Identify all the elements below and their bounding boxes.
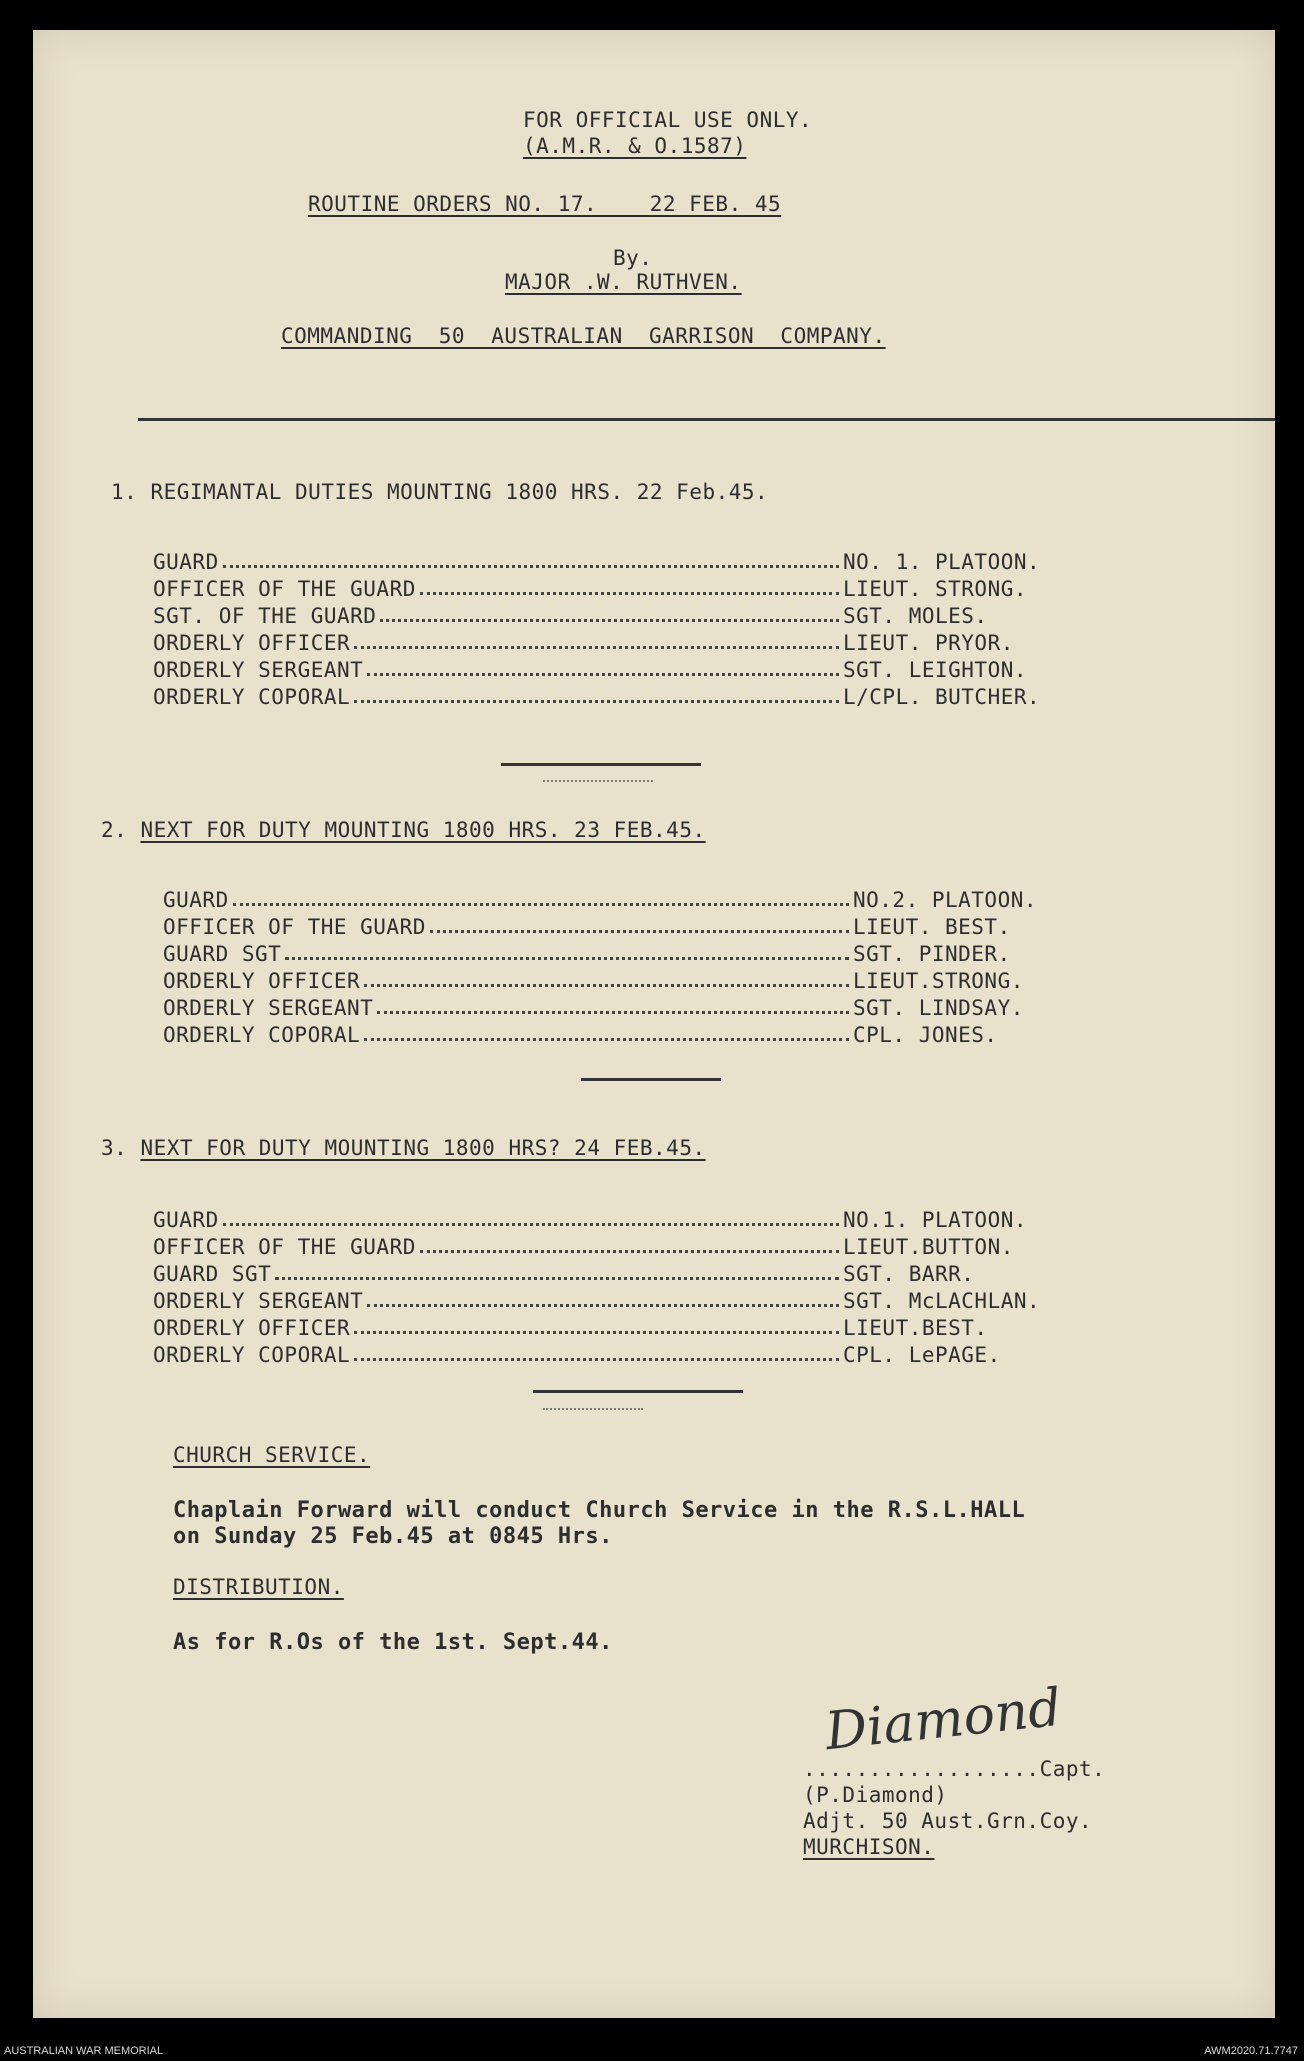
duty-row — [153, 604, 1103, 628]
duty-row — [163, 1023, 1113, 1047]
duty-row — [163, 915, 1113, 939]
dot-leader — [354, 1316, 839, 1334]
duty-role: ORDERLY SERGEANT — [163, 996, 374, 1020]
church-service-heading: CHURCH SERVICE. — [173, 1443, 371, 1467]
duty-role: ORDERLY SERGEANT — [153, 1289, 364, 1313]
unit-name: COMMANDING 50 AUSTRALIAN GARRISON COMPANY. — [281, 324, 886, 348]
dot-leader — [354, 1343, 839, 1361]
section-3-divider — [533, 1390, 743, 1393]
duty-role: ORDERLY SERGEANT — [153, 658, 364, 682]
duty-assignee: SGT. LINDSAY. — [853, 996, 1024, 1020]
duty-assignee: SGT. McLACHLAN. — [843, 1289, 1041, 1313]
church-service-line-2: on Sunday 25 Feb.45 at 0845 Hrs. — [173, 1524, 613, 1549]
duty-assignee: LIEUT. STRONG. — [843, 577, 1028, 601]
duty-row — [153, 577, 1103, 601]
signatory-location: MURCHISON. — [803, 1835, 935, 1859]
archive-id: AWM2020.71.7747 — [1204, 2045, 1298, 2057]
duty-assignee: LIEUT. PRYOR. — [843, 631, 1014, 655]
duty-assignee: NO.2. PLATOON. — [853, 888, 1038, 912]
dot-leader — [354, 631, 839, 649]
routine-orders-title: ROUTINE ORDERS NO. 17. 22 FEB. 45 — [308, 192, 782, 216]
duty-assignee: CPL. JONES. — [853, 1023, 998, 1047]
church-service-line-1: Chaplain Forward will conduct Church Service in the R.S.L.HALL — [173, 1498, 1026, 1523]
duty-row — [163, 888, 1113, 912]
duty-role: OFFICER OF THE GUARD — [153, 577, 416, 601]
dot-leader — [275, 1262, 839, 1280]
duty-row — [153, 1235, 1103, 1259]
dot-leader — [367, 1289, 839, 1307]
archive-label: AUSTRALIAN WAR MEMORIAL — [4, 2045, 164, 2057]
dot-leader — [420, 1235, 839, 1253]
duty-role: ORDERLY COPORAL — [153, 685, 351, 709]
distribution-heading: DISTRIBUTION. — [173, 1575, 344, 1599]
duty-role: ORDERLY OFFICER — [163, 969, 361, 993]
dot-leader — [354, 685, 839, 703]
duty-assignee: SGT. PINDER. — [853, 942, 1011, 966]
duty-role: ORDERLY COPORAL — [163, 1023, 361, 1047]
section-3-heading: 3. NEXT FOR DUTY MOUNTING 1800 HRS? 24 FEB.45. — [101, 1136, 706, 1160]
duty-row — [153, 1208, 1103, 1232]
distribution-text: As for R.Os of the 1st. Sept.44. — [173, 1630, 613, 1655]
duty-row — [153, 1343, 1103, 1367]
duty-role: SGT. OF THE GUARD — [153, 604, 377, 628]
dot-leader — [233, 888, 849, 906]
classification-header: FOR OFFICIAL USE ONLY. — [523, 108, 813, 132]
duty-assignee: SGT. BARR. — [843, 1262, 975, 1286]
dot-leader — [223, 550, 839, 568]
duty-role: OFFICER OF THE GUARD — [153, 1235, 416, 1259]
duty-row — [153, 1316, 1103, 1340]
header-divider — [138, 418, 1275, 421]
duty-row — [163, 969, 1113, 993]
by-line: By. — [613, 246, 653, 270]
handwritten-signature: Diamond — [822, 1677, 1065, 1763]
dot-leader — [364, 969, 849, 987]
duty-assignee: NO.1. PLATOON. — [843, 1208, 1028, 1232]
commander-name: MAJOR .W. RUTHVEN. — [505, 270, 742, 294]
duty-row — [153, 1289, 1103, 1313]
duty-role: GUARD — [153, 1208, 219, 1232]
duty-role: GUARD SGT — [163, 942, 282, 966]
duty-assignee: LIEUT.BEST. — [843, 1316, 988, 1340]
duty-role: OFFICER OF THE GUARD — [163, 915, 426, 939]
duty-role: ORDERLY COPORAL — [153, 1343, 351, 1367]
signatory-name: (P.Diamond) — [803, 1783, 948, 1807]
duty-row — [163, 996, 1113, 1020]
duty-assignee: LIEUT.STRONG. — [853, 969, 1024, 993]
section-1-heading: 1. REGIMANTAL DUTIES MOUNTING 1800 HRS. 22 Feb.45. — [111, 480, 769, 504]
duty-row — [153, 685, 1103, 709]
duty-role: GUARD — [163, 888, 229, 912]
duty-assignee: NO. 1. PLATOON. — [843, 550, 1041, 574]
signatory-title: Adjt. 50 Aust.Grn.Coy. — [803, 1809, 1093, 1833]
duty-assignee: SGT. LEIGHTON. — [843, 658, 1028, 682]
duty-assignee: SGT. MOLES. — [843, 604, 988, 628]
dot-leader — [377, 996, 849, 1014]
section-1-divider — [501, 763, 701, 766]
duty-role: ORDERLY OFFICER — [153, 631, 351, 655]
duty-row — [153, 550, 1103, 574]
signature-line: ..................Capt. — [803, 1757, 1106, 1781]
dot-leader — [285, 942, 849, 960]
section-2-divider — [581, 1078, 721, 1081]
duty-assignee: CPL. LePAGE. — [843, 1343, 1001, 1367]
duty-assignee: LIEUT.BUTTON. — [843, 1235, 1014, 1259]
dot-leader — [367, 658, 839, 676]
duty-assignee: LIEUT. BEST. — [853, 915, 1011, 939]
dot-leader — [364, 1023, 849, 1041]
document-page — [33, 30, 1275, 2018]
dot-leader — [430, 915, 849, 933]
dot-leader — [223, 1208, 839, 1226]
duty-role: ORDERLY OFFICER — [153, 1316, 351, 1340]
duty-row — [163, 942, 1113, 966]
section-2-heading: 2. NEXT FOR DUTY MOUNTING 1800 HRS. 23 FEB.45. — [101, 818, 706, 842]
dot-leader — [420, 577, 839, 595]
dot-leader — [380, 604, 839, 622]
duty-role: GUARD SGT — [153, 1262, 272, 1286]
duty-assignee: L/CPL. BUTCHER. — [843, 685, 1041, 709]
duty-row — [153, 658, 1103, 682]
duty-role: GUARD — [153, 550, 219, 574]
duty-row — [153, 1262, 1103, 1286]
duty-row — [153, 631, 1103, 655]
form-reference: (A.M.R. & O.1587) — [523, 134, 747, 158]
